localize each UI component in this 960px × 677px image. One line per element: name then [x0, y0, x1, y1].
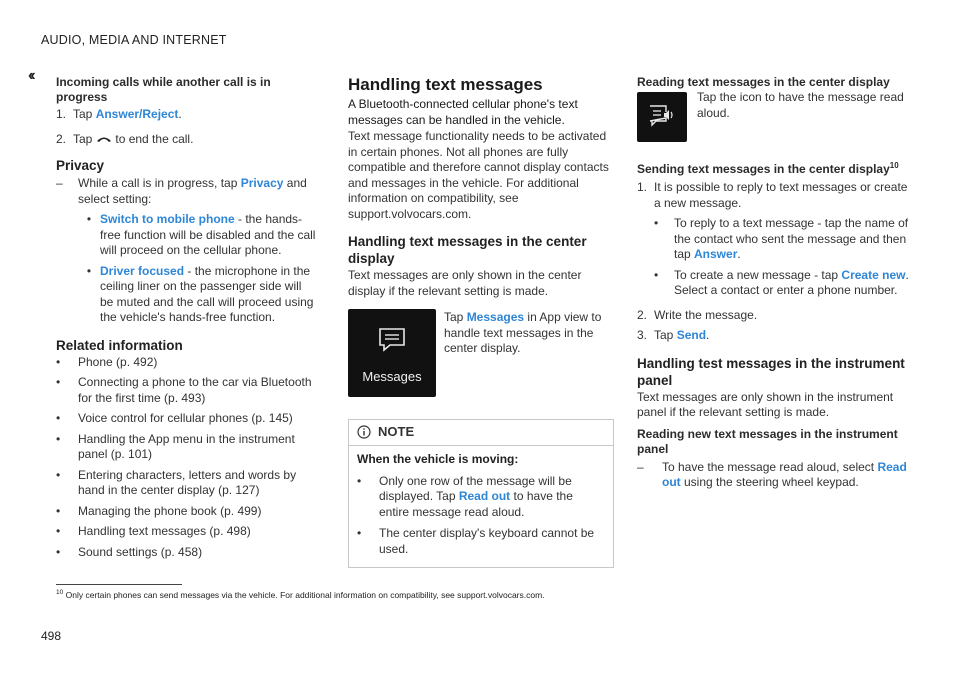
bullet: •: [86, 263, 92, 278]
end-call-icon: [96, 135, 112, 143]
step-2: [56, 132, 318, 148]
read-aloud-button[interactable]: [637, 92, 687, 142]
option-text: - the microphone in the ceiling liner on the passenger side will be muted and the call will proceed using the vehicle's hands-free function.: [100, 263, 314, 324]
footnote-divider: [56, 584, 182, 585]
privacy-option-1: [56, 212, 318, 259]
send-option-reply: • To reply to a text message - tap the name of the contact who sent the message and then tap Answer.: [654, 216, 909, 261]
footnote-ref: 10: [889, 161, 899, 170]
note-header: [349, 420, 613, 445]
instrument-panel-text: Text messages are only shown in the instrument panel if the relevant setting is made.: [637, 389, 894, 419]
footnote-text: Only certain phones can send messages via the vehicle. For additional information on compatibility, see support.volvocars.com.: [65, 589, 545, 600]
note-box: [348, 419, 614, 568]
send-step-1: 1. It is possible to reply to text messages or create a new message.: [637, 180, 908, 210]
step-text: to end the call.: [115, 131, 194, 146]
compatibility-text: Text message functionality needs to be activated in certain phones. Not all phones are fully compatible and therefore cannot display contacts and messages in the vehicle. For additional information on compatibility, see support.volvocars.com.: [348, 129, 609, 221]
bullet: •: [86, 212, 92, 226]
privacy-option-2: [56, 264, 318, 326]
related-info-heading: Related information: [56, 337, 183, 353]
send-option-create: • To create a new message - tap Create new. Select a contact or enter a phone number.: [654, 267, 909, 297]
instruction-text: While a call is in progress, tap: [78, 176, 241, 190]
related-item[interactable]: • Entering characters, letters and words by hand in the center display (p. 127): [56, 467, 297, 497]
tap-messages-text: Tap Messages in App view to handle text messages in the center display.: [444, 310, 602, 355]
center-display-heading: Handling text messages in the center display: [348, 234, 587, 266]
footnote-number: 10: [56, 589, 64, 596]
step-1: [56, 107, 318, 123]
message-icon: [378, 327, 406, 353]
privacy-link[interactable]: Privacy: [240, 176, 284, 190]
column-left: [56, 75, 318, 560]
send-step-2: 2. Write the message.: [637, 307, 758, 322]
read-out-select-link[interactable]: Read out: [662, 459, 907, 489]
related-item[interactable]: • Handling the App menu in the instrument panel (p. 101): [56, 431, 295, 461]
column-right: [637, 75, 909, 491]
page-number: 498: [41, 629, 62, 643]
step-number: 2.: [56, 131, 67, 146]
note-title: NOTE: [378, 424, 415, 439]
note-body: [349, 446, 613, 567]
privacy-heading: Privacy: [56, 158, 105, 173]
switch-to-mobile-link[interactable]: Switch to mobile phone: [100, 212, 235, 226]
read-center-heading: Reading text messages in the center display: [637, 75, 890, 89]
create-new-link[interactable]: Create new: [841, 267, 906, 282]
related-item[interactable]: • Sound settings (p. 458): [56, 544, 203, 559]
related-item[interactable]: • Managing the phone book (p. 499): [56, 503, 262, 518]
send-step-3: 3. Tap Send.: [637, 328, 710, 342]
read-aloud-row: [637, 92, 909, 142]
read-aloud-text: Tap the icon to have the message read aloud.: [697, 90, 904, 120]
step-text: Tap: [73, 107, 96, 121]
related-item[interactable]: • Handling text messages (p. 498): [56, 524, 251, 538]
related-item[interactable]: • Phone (p. 492): [56, 354, 158, 369]
dash-marker: –: [56, 176, 63, 190]
messages-tile-label: Messages: [362, 369, 422, 384]
driver-focused-link[interactable]: Driver focused: [100, 263, 185, 278]
read-instrument-heading: Reading new text messages in the instrument panel: [637, 426, 898, 456]
answer-reject-link[interactable]: Answer/Reject: [95, 107, 179, 121]
intro-text: A Bluetooth-connected cellular phone's text messages can be handled in the vehicle.: [348, 97, 578, 127]
read-out-link[interactable]: Read out: [458, 489, 511, 503]
answer-link[interactable]: Answer: [694, 247, 738, 261]
read-aloud-icon: [648, 104, 676, 130]
send-heading: Sending text messages in the center display$^{10}$: [637, 161, 899, 176]
incoming-calls-heading: Incoming calls while another call is in progress: [56, 75, 271, 104]
info-icon: [357, 425, 371, 439]
step-text: .: [178, 107, 182, 121]
section-header: AUDIO, MEDIA AND INTERNET: [41, 33, 227, 47]
instruction-text: and select setting:: [78, 176, 307, 206]
center-display-text: Text messages are only shown in the center display if the relevant setting is made.: [348, 268, 582, 298]
page-title: Handling text messages: [348, 75, 543, 94]
related-item[interactable]: • Voice control for cellular phones (p. 145): [56, 411, 293, 425]
note-item: • Only one row of the message will be displayed. Tap Read out to have the entire message read aloud.: [357, 473, 573, 519]
related-item[interactable]: • Connecting a phone to the car via Bluetooth for the first time (p. 493): [56, 375, 312, 405]
read-out-instruction: – To have the message read aloud, select Read out using the steering wheel keypad.: [637, 459, 907, 489]
instrument-panel-heading: Handling test messages in the instrument panel: [637, 355, 905, 388]
messages-link[interactable]: Messages: [466, 310, 525, 324]
related-list: [56, 355, 318, 561]
back-chevron-icon[interactable]: ‹‹: [28, 67, 33, 84]
note-item: • The center display's keyboard cannot be used.: [357, 526, 595, 556]
note-lead: When the vehicle is moving:: [357, 452, 519, 466]
messages-app-row: [348, 309, 614, 397]
messages-app-tile[interactable]: [348, 309, 436, 397]
step-text: Tap: [73, 131, 93, 146]
footnote: [56, 589, 545, 600]
column-middle: [348, 75, 614, 568]
step-number: 1.: [56, 107, 67, 121]
privacy-instruction: [56, 176, 318, 207]
option-text: - the hands-free function will be disabled and the call will proceed on the cellular phone.: [100, 212, 316, 257]
send-link[interactable]: Send: [676, 328, 707, 342]
